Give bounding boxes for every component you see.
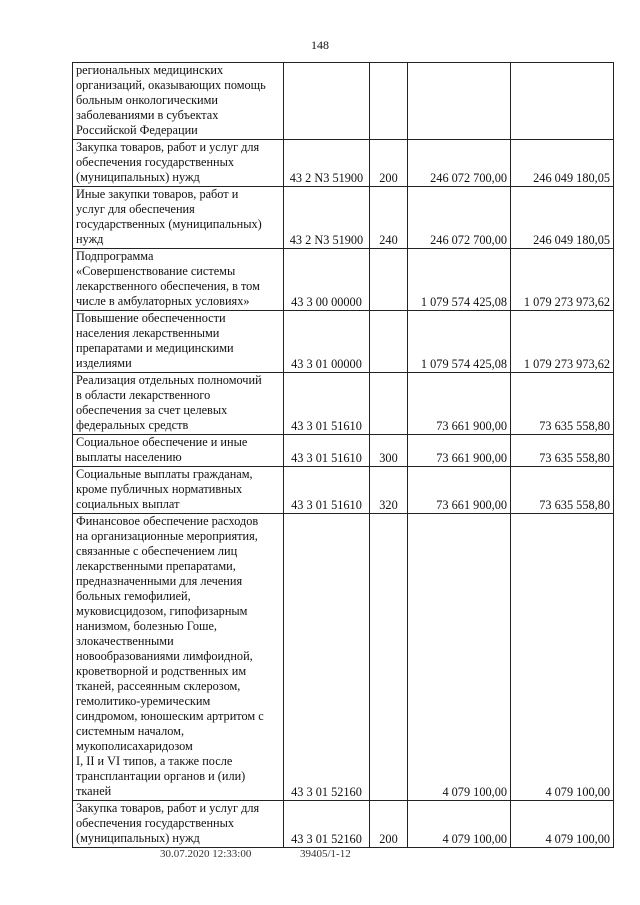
row-amount-executed-cell: 1 079 273 973,62 [511,311,614,373]
row-name-cell: Подпрограмма «Совершенствование системы лекарственного обеспечения, в том числе в амбулаторных условиях» [73,249,284,311]
row-amount-executed-cell: 246 049 180,05 [511,140,614,187]
row-amount-approved-cell: 246 072 700,00 [408,187,511,249]
row-amount-approved-cell: 246 072 700,00 [408,140,511,187]
row-amount-executed-cell: 4 079 100,00 [511,801,614,848]
row-amount-executed-cell: 246 049 180,05 [511,187,614,249]
table-row [73,249,614,311]
table-row [73,467,614,514]
row-code-cell: 43 2 N3 51900 [284,140,370,187]
row-expense-type-cell: 300 [370,435,408,467]
table-row [73,187,614,249]
row-name-cell: Закупка товаров, работ и услуг для обеспечения государственных (муниципальных) нужд [73,801,284,848]
budget-table [72,62,614,848]
row-amount-approved-cell: 4 079 100,00 [408,514,511,801]
row-amount-approved-cell: 73 661 900,00 [408,373,511,435]
table-row [73,514,614,801]
row-amount-executed-cell: 73 635 558,80 [511,435,614,467]
row-amount-executed-cell: 1 079 273 973,62 [511,249,614,311]
row-name-cell: Закупка товаров, работ и услуг для обеспечения государственных (муниципальных) нужд [73,140,284,187]
row-code-cell: 43 3 01 51610 [284,373,370,435]
row-name-cell: региональных медицинских организаций, оказывающих помощь больным онкологическими заболеваниями в субъектах Российской Федерации [73,63,284,140]
row-expense-type-cell [370,514,408,801]
row-code-cell: 43 3 01 52160 [284,801,370,848]
row-name-cell: Финансовое обеспечение расходов на организационные мероприятия, связанные с обеспечением лиц лекарственными препаратами, предназначенными для лечения больных гемофилией, муковисцидозом, гипофизарным нанизмом, болезнью Гоше, злокачественными новообразованиями лимфоидной, кроветворной и родственных им тканей, рассеянным склерозом, гемолитико-уремическим синдромом, юношеским артритом с системным началом, мукополисахаридозом I, II и VI типов, а также после трансплантации органов и (или) тканей [73,514,284,801]
row-name-cell: Реализация отдельных полномочий в области лекарственного обеспечения за счет целевых федеральных средств [73,373,284,435]
row-expense-type-cell: 320 [370,467,408,514]
table-row [73,435,614,467]
table-row [73,311,614,373]
row-name-cell: Повышение обеспеченности населения лекарственными препаратами и медицинскими изделиями [73,311,284,373]
row-amount-executed-cell: 4 079 100,00 [511,514,614,801]
row-code-cell: 43 3 01 52160 [284,514,370,801]
row-code-cell: 43 3 01 00000 [284,311,370,373]
row-amount-executed-cell [511,63,614,140]
row-expense-type-cell: 200 [370,801,408,848]
footer-datetime: 30.07.2020 12:33:00 [160,848,252,860]
row-expense-type-cell [370,373,408,435]
table-row [73,373,614,435]
budget-table-body [73,63,614,848]
table-row [73,801,614,848]
row-expense-type-cell: 200 [370,140,408,187]
row-expense-type-cell [370,311,408,373]
row-name-cell: Социальное обеспечение и иные выплаты населению [73,435,284,467]
row-expense-type-cell [370,63,408,140]
row-code-cell: 43 3 01 51610 [284,435,370,467]
row-code-cell: 43 3 01 51610 [284,467,370,514]
table-row [73,140,614,187]
row-name-cell: Иные закупки товаров, работ и услуг для обеспечения государственных (муниципальных) нужд [73,187,284,249]
row-amount-approved-cell: 73 661 900,00 [408,467,511,514]
footer-doc-code: 39405/1-12 [300,848,351,860]
row-expense-type-cell: 240 [370,187,408,249]
row-amount-executed-cell: 73 635 558,80 [511,373,614,435]
row-code-cell: 43 2 N3 51900 [284,187,370,249]
table-row [73,63,614,140]
row-amount-approved-cell: 4 079 100,00 [408,801,511,848]
page-number: 148 [311,38,329,52]
row-code-cell [284,63,370,140]
row-amount-approved-cell [408,63,511,140]
row-name-cell: Социальные выплаты гражданам, кроме публичных нормативных социальных выплат [73,467,284,514]
row-code-cell: 43 3 00 00000 [284,249,370,311]
row-amount-executed-cell: 73 635 558,80 [511,467,614,514]
row-amount-approved-cell: 73 661 900,00 [408,435,511,467]
row-amount-approved-cell: 1 079 574 425,08 [408,249,511,311]
row-expense-type-cell [370,249,408,311]
row-amount-approved-cell: 1 079 574 425,08 [408,311,511,373]
